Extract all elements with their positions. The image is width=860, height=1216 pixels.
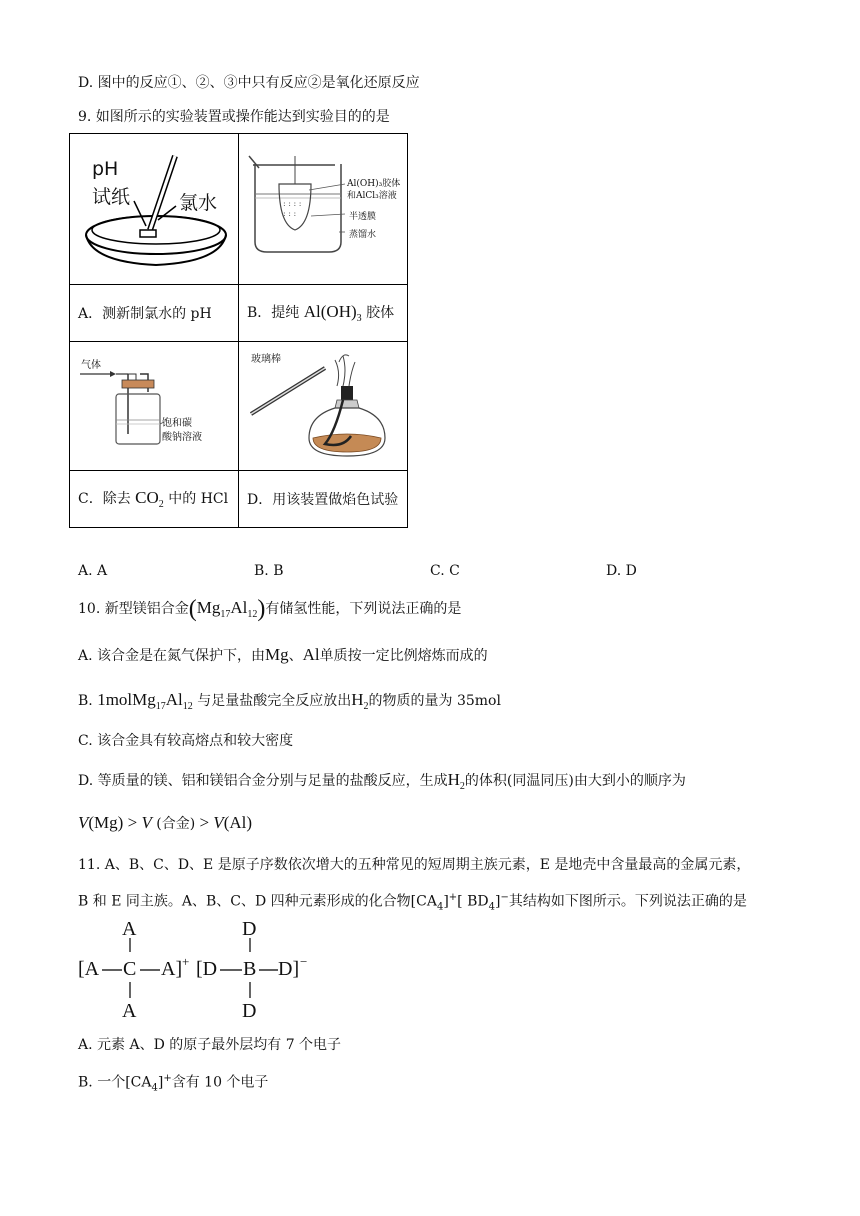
label-gas: 气体 [81,360,101,371]
label-colloid: Al(OH)₃胶体 [347,179,401,189]
q9-caption-b: B．提纯 $Al(OH)_3$ 胶体 [239,285,408,342]
cation-left-atom: [A [78,958,100,980]
anion-right-atom: D] [278,958,300,980]
anion-center-atom: B [243,958,257,980]
anion-top-atom: D [242,918,257,940]
q10-stem: 10. 新型镁铝合金$(Mg_{17}Al_{12})$有储氢性能，下列说法正确的是 [78,596,462,622]
label-membrane: 半透膜 [349,212,377,222]
q11-structure-diagram [78,918,318,1023]
label-chlorine-water: 氯水 [179,192,218,214]
svg-text:: : : :: : : : : [283,199,302,208]
label-ph: pH [92,158,119,180]
cation-right-atom: A] [161,958,183,980]
anion-charge: − [300,954,308,969]
q11-option-b[interactable]: B. 一个$[CA_4]^+$含有 10 个电子 [78,1073,269,1094]
cation-bottom-atom: A [122,1000,137,1022]
q9-caption-c: C．除去 $CO_2$ 中的 HCl [70,471,239,528]
q10-option-a[interactable]: A. 该合金是在氮气保护下，由Mg、Al单质按一定比例熔炼而成的 [78,645,488,664]
svg-text:: : :: : : : [283,209,297,218]
cation-center-atom: C [123,958,137,980]
dialysis-beaker-illustration [239,134,407,280]
cation-top-atom: A [122,918,137,940]
q9-figure-table [69,133,408,528]
q11-option-a[interactable]: A. 元素 A、D 的原子最外层均有 7 个电子 [78,1037,342,1053]
cation-charge: + [182,954,190,969]
label-carbonate-solution: 酸钠溶液 [162,432,202,443]
q9-figure-d [239,342,408,471]
label-saturated: 饱和碳 [162,418,192,429]
label-test-paper: 试纸 [92,186,131,208]
q9-figure-a [70,134,239,285]
q9-option-a[interactable]: A. A [78,563,108,579]
q9-caption-a: A．测新制氯水的 pH [70,285,239,342]
q9-option-b[interactable]: B. B [254,563,284,579]
anion-left-atom: [D [196,958,218,980]
q9-caption-d: D．用该装置做焰色试验 [239,471,408,528]
label-glass-rod: 玻璃棒 [251,354,281,365]
q8-option-d: D. 图中的反应①、②、③中只有反应②是氧化还原反应 [78,75,420,91]
q9-figure-c [70,342,239,471]
q10-option-d[interactable]: D. 等质量的镁、铝和镁铝合金分别与足量的盐酸反应，生成$H_2$的体积(同温同压)由大到小的顺序为 [78,770,686,792]
q9-option-c[interactable]: C. C [430,563,460,579]
q10-option-d-inequality: V(Mg) > V (合金) > V(Al) [78,813,253,832]
label-alcl3-solution: 和AlCl₃溶液 [347,191,397,201]
q11-stem-line1: 11. A、B、C、D、E 是原子序数依次增大的五种常见的短周期主族元素，E 是地壳中含量最高的金属元素， [78,857,751,873]
label-distilled-water: 蒸馏水 [349,230,377,240]
q9-figure-b [239,134,408,285]
q9-option-d[interactable]: D. D [606,563,637,579]
q11-stem-line2: B 和 E 同主族。A、B、C、D 四种元素形成的化合物$[CA_4]^+$[ $BD_4]^-$其结构如下图所示。下列说法正确的是 [78,892,747,913]
q10-option-b[interactable]: B. $1molMg_{17}Al_{12}$ 与足量盐酸完全反应放出$H_2$的物质的量为 35mol [78,690,501,712]
anion-bottom-atom: D [242,1000,257,1022]
q9-stem: 9. 如图所示的实验装置或操作能达到实验目的的是 [78,109,390,125]
q10-option-c[interactable]: C. 该合金具有较高熔点和较大密度 [78,733,294,749]
